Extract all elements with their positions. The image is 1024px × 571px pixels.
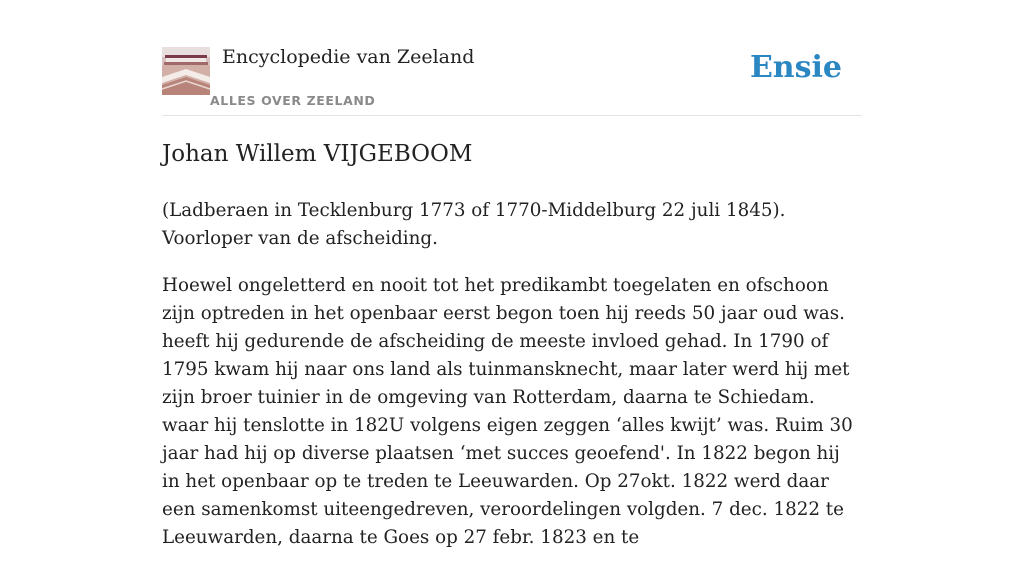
- site-subtitle: ALLES OVER ZEELAND: [210, 93, 376, 108]
- site-avatar[interactable]: [162, 47, 210, 95]
- article-title: Johan Willem VIJGEBOOM: [162, 141, 473, 167]
- article: [162, 138, 862, 571]
- book-stack-photo-icon: [162, 47, 210, 95]
- article-paragraph: Hoewel ongeletterd en nooit tot het predikambt toegelaten en ofschoon zijn optreden in het openbaar eerst begon toen hij reeds 50 jaar oud was. heeft hij gedurende de afscheiding de meeste invloed gehad. In 1790 of 1795 kwam hij naar ons land als tuinmansknecht, maar later werd hij met zijn broer tuinier in de omgeving van Rotterdam, daarna te Schiedam. waar hij tenslotte in 182U volgens eigen zeggen ‘alles kwijt’ was. Ruim 30 jaar had hij op diverse plaatsen ‘met succes geoefend'. In 1822 begon hij in het openbaar op te treden te Leeuwarden. Op 27okt. 1822 werd daar een samenkomst uiteengedreven, veroordelingen volgden. 7 dec. 1822 te Leeuwarden, daarna te Goes op 27 febr. 1823 en te: [162, 275, 853, 548]
- site-name[interactable]: Encyclopedie van Zeeland: [222, 46, 475, 68]
- site-header: [162, 44, 862, 116]
- brand-logo-link[interactable]: Ensie: [749, 50, 842, 85]
- article-paragraph: (Ladberaen in Tecklenburg 1773 of 1770-Middelburg 22 juli 1845). Voorloper van de afscheiding.: [162, 200, 786, 249]
